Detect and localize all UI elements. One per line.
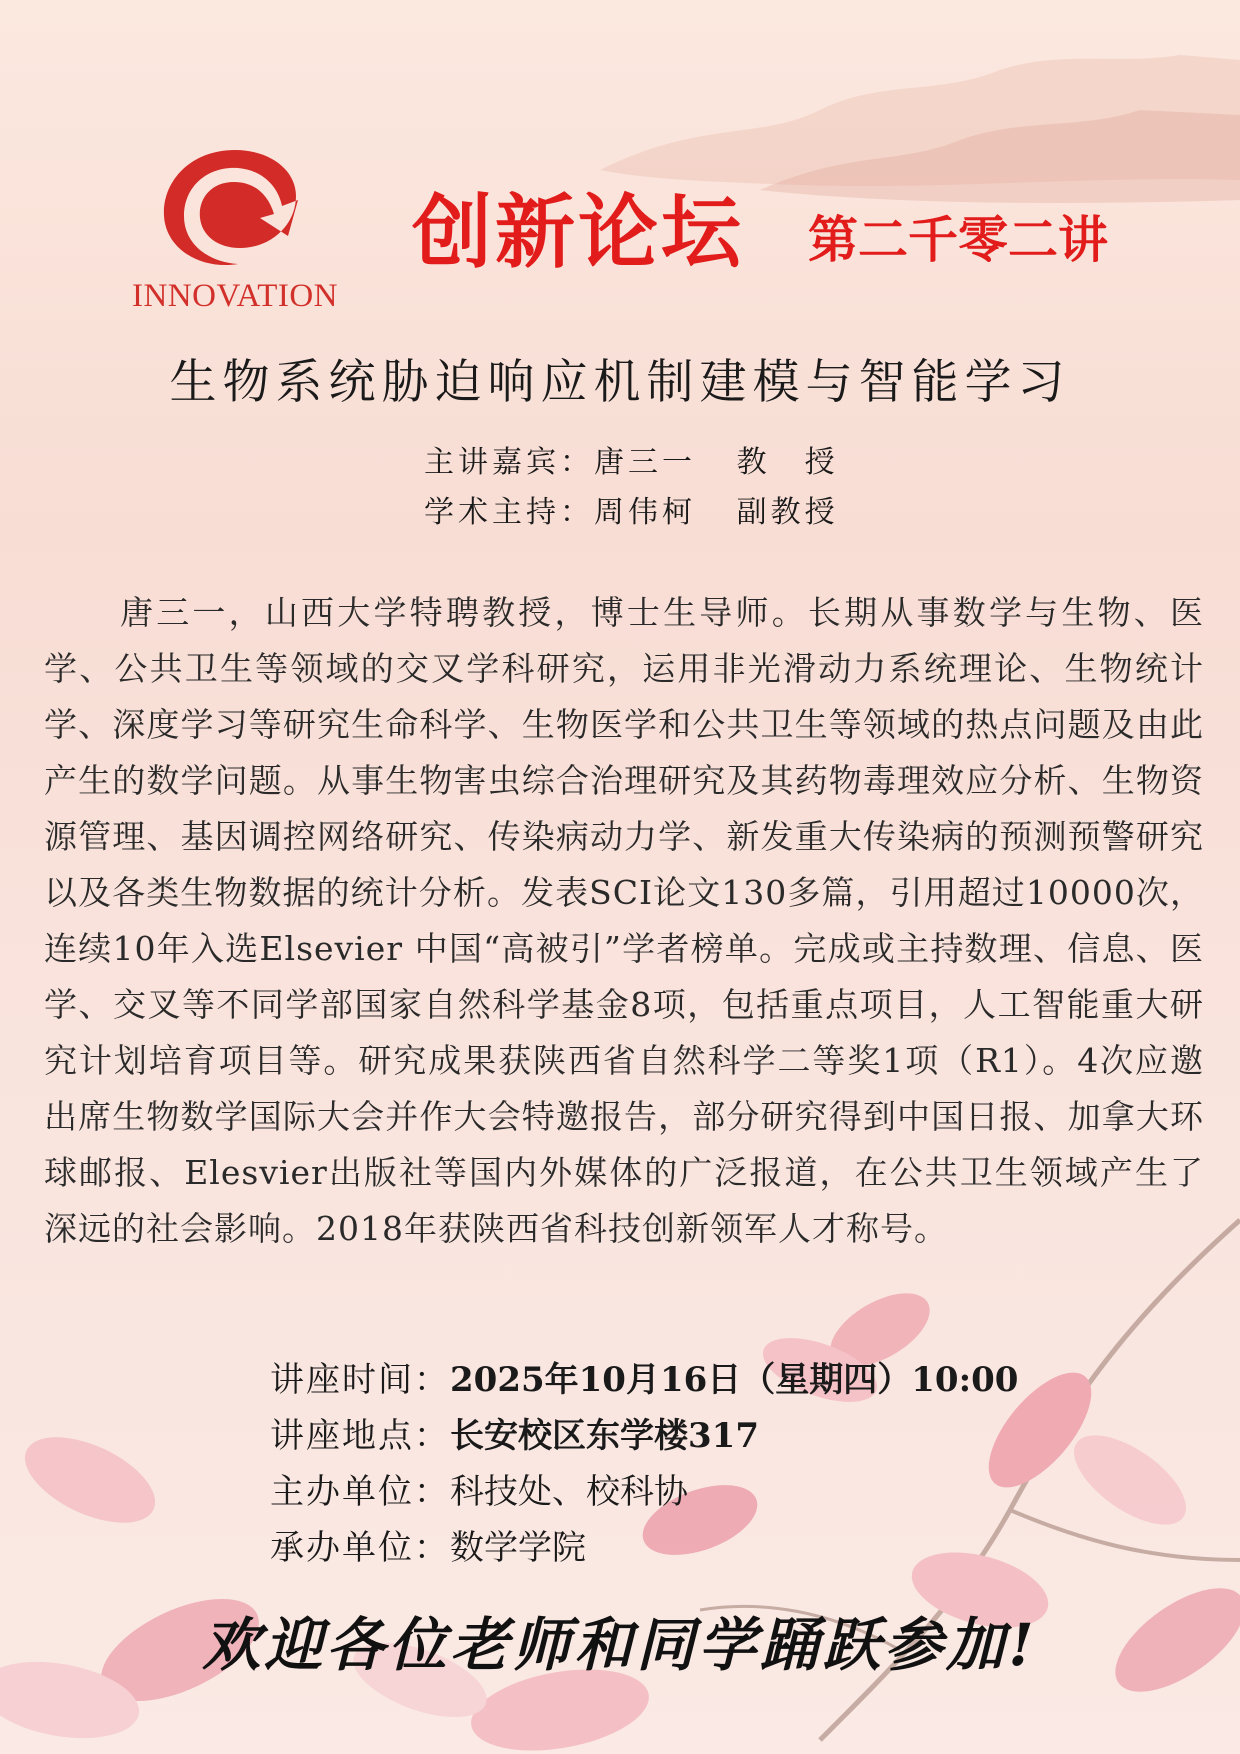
undertaker-label: 承办单位：: [270, 1528, 450, 1568]
organizer-label: 主办单位：: [270, 1472, 450, 1512]
lecture-number: 第二千零二讲: [808, 211, 1108, 269]
time-value: 2025年10月16日（星期四）10:00: [450, 1360, 1019, 1400]
people-block: [424, 438, 839, 538]
innovation-logo: [120, 140, 350, 320]
organizer-value: 科技处、校科协: [450, 1472, 688, 1512]
talk-title: 生物系统胁迫响应机制建模与智能学习: [169, 355, 1071, 410]
host-name: 周伟柯: [594, 495, 696, 530]
speaker-title: 教 授: [736, 445, 839, 480]
host-row: [424, 488, 839, 538]
event-info: [270, 1352, 1018, 1576]
speaker-label: 主讲嘉宾：: [424, 445, 594, 480]
time-label: 讲座时间：: [270, 1360, 450, 1400]
logo-text: INNOVATION: [131, 278, 339, 314]
place-row: [270, 1408, 1018, 1464]
speaker-bio: 唐三一，山西大学特聘教授，博士生导师。长期从事数学与生物、医学、公共卫生等领域的交叉学科研究，运用非光滑动力系统理论、生物统计学、深度学习等研究生命科学、生物医学和公共卫生等领域的热点问题及由此产生的数学问题。从事生物害虫综合治理研究及其药物毒理效应分析、生物资源管理、基因调控网络研究、传染病动力学、新发重大传染病的预测预警研究以及各类生物数据的统计分析。发表SCI论文130多篇，引用超过10000次，连续10年入选Elsevier 中国“高被引”学者榜单。完成或主持数理、信息、医学、交叉等不同学部国家自然科学基金8项，包括重点项目，人工智能重大研究计划培育项目等。研究成果获陕西省自然科学二等奖1项（R1）。4次应邀出席生物数学国际大会并作大会特邀报告，部分研究得到中国日报、加拿大环球邮报、Elesvier出版社等国内外媒体的广泛报道，在公共卫生领域产生了深远的社会影响。2018年获陕西省科技创新领军人才称号。: [44, 593, 1204, 1248]
host-title: 副教授: [736, 495, 839, 530]
welcome-message: 欢迎各位老师和同学踊跃参加!: [202, 1611, 1038, 1679]
host-label: 学术主持：: [424, 495, 594, 530]
undertaker-value: 数学学院: [450, 1528, 586, 1568]
forum-title: 创新论坛: [412, 186, 744, 279]
place-value: 长安校区东学楼317: [450, 1416, 759, 1456]
undertaker-row: [270, 1520, 1018, 1576]
place-label: 讲座地点：: [270, 1416, 450, 1456]
time-row: [270, 1352, 1018, 1408]
speaker-name: 唐三一: [594, 445, 696, 480]
speaker-row: [424, 438, 839, 488]
organizer-row: [270, 1464, 1018, 1520]
innovation-swirl-icon: [150, 140, 320, 275]
